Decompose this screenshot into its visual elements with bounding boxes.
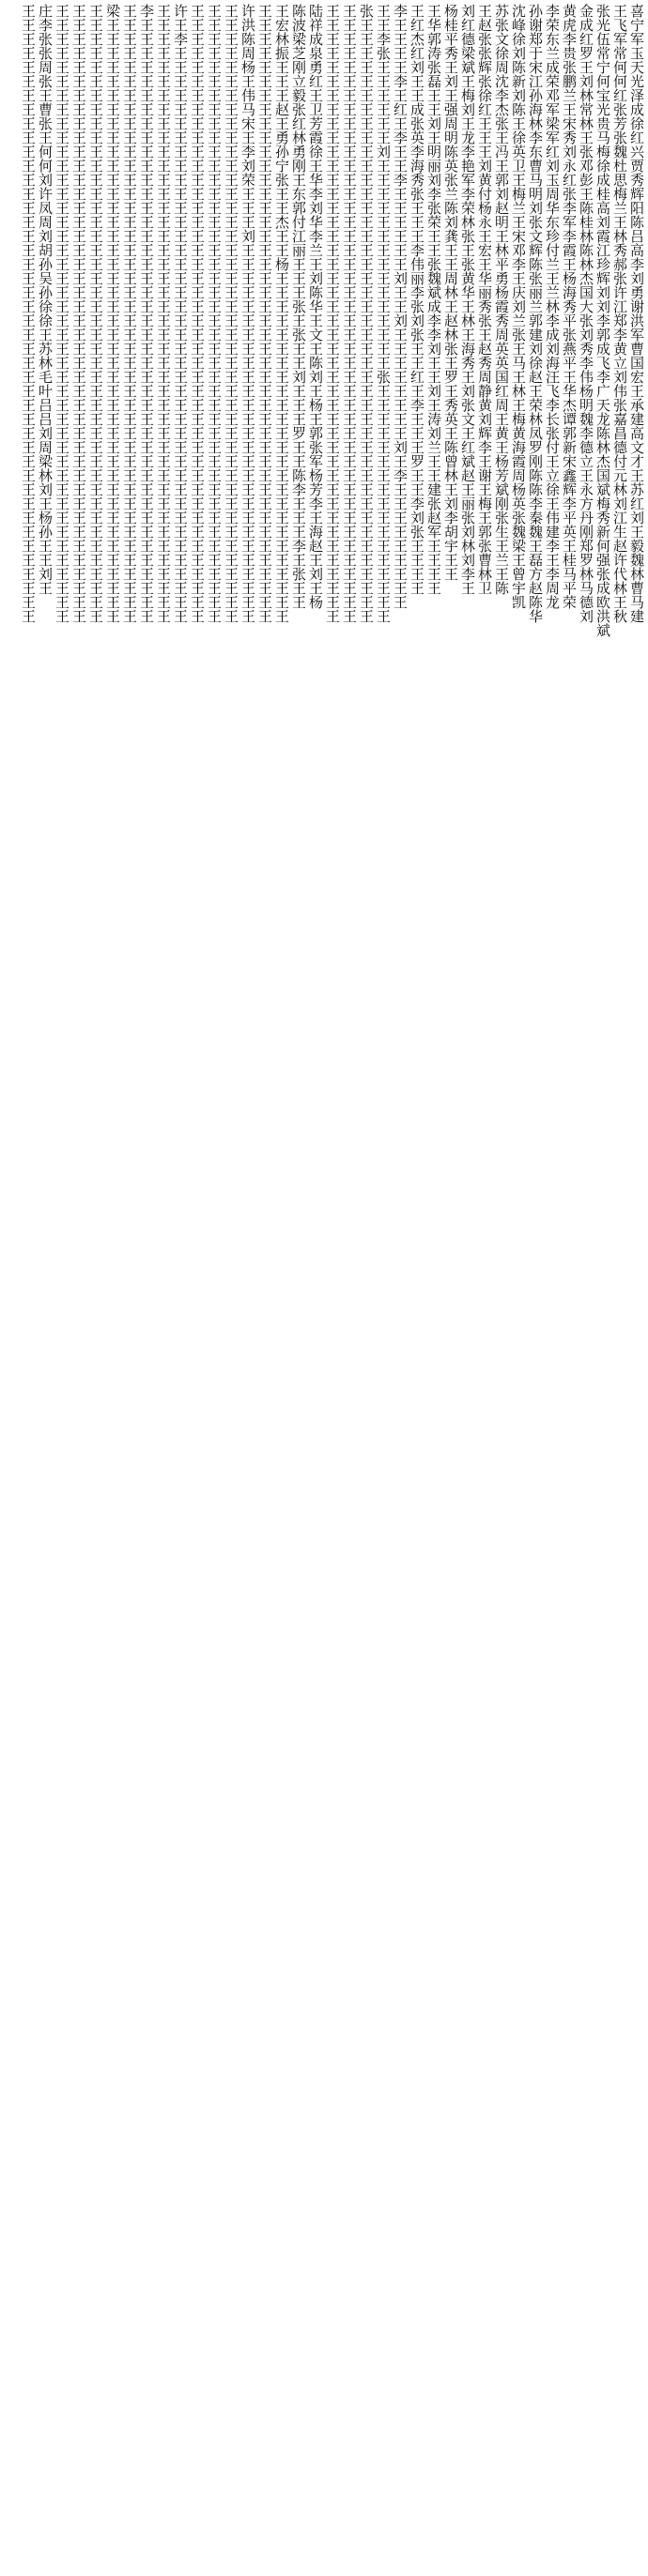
text-column: 许王李王王王王王王王王王王王王王王王王王王王王王王王王王王王王王王王王王王王王王王王王王 — [172, 4, 189, 623]
text-column: 王红杰红刘王王成张英李海秀张王王王李伟丽李张刘张王王红王李王王王罗王王李刘张王王王王 — [409, 4, 425, 595]
text-column: 李王王王王王王王王王王王王王王王王王王王王王王王王王王王王王王王王王王王王王王王王王王王 — [138, 4, 155, 623]
text-column: 李王王王王李王红王李王王李王王王王王王刘王王刘王王王王王王王王刘王李王王王王王王王王王 — [392, 4, 409, 609]
text-column: 王王王王王王王王王王王王王王王王王王王王王王王王王王王王王王王王王王王王王王王王王王王王 — [324, 4, 341, 623]
text-column: 孙谢郑于宋江孙海林李东曹马明刘张文辉陈张丽兰郭建刘徐赵王荣林凤罗刚陈陈李秦魏王磊方赵陈华 — [527, 4, 544, 623]
text-column: 张光伍常宁何宝光贵马梅徐成桂高刘霞江珍辉刘刘李郭成飞李广天龙陈林杰国斌梅秀新何强张成欧洪斌 — [594, 4, 611, 637]
text-column: 杨桂平秀王刘王强周明陈英张兰陈刘龚王王周林王赵林张王罗王秀英王陈曾林王刘李胡宇王王 — [442, 4, 459, 581]
text-column: 王赵张张辉张徐红王王王刘黄付杨永王宏王华丽秀张王赵秀周静黄刘辉李王谢王梅王郭张曹林卫 — [476, 4, 493, 595]
text-column: 王王王王王王王王王王王王王王王王王王王王王王王王王王王王王王王王王王王王王王王王王王王王 — [341, 4, 358, 623]
text-column: 王王王王王王王王王王王王王王王王王王王王王王王王王王王王王王王王王王王王王王王王王王王王 — [121, 4, 138, 623]
text-column: 王王王王王王王王王王王王王王王王王王王王王王王王王王王王王王王王王王王王王王王王王王王王 — [70, 4, 87, 623]
text-column: 王宏林振王王王赵王勇孙宁张王王杰王王杨王王王王王王王王王王王王王王王王王王王王王王王王王 — [273, 4, 290, 623]
text-column: 陈波梁芝刚立毅张红林勇刚王东郭付江丽王王王张王张王王刘王王王罗王王陈李王王王李王张王王 — [290, 4, 307, 609]
text-column: 王王王王王王王王王王王王王王王王王王王王王王王王王王王王王王王王王王王王王王王王王王王王 — [189, 4, 206, 623]
text-column: 王王王王王王王王王王王王王王王王王王王王王王王王王王王王王王王王王王王王王王王王王王王王 — [256, 4, 273, 623]
text-column: 王王王王王王王王王王王王王王王王王王王王王王王王王王王王王王王王王王王王王王王王王王王王 — [223, 4, 239, 623]
text-column: 庄李张张周张王曹张王何何刘许凤周刘胡孙吴孙徐徐王苏林毛叶吕吕刘周梁林刘王杨孙王王刘王 — [37, 4, 54, 595]
text-column: 许洪陈周杨王伟马宋王李刘荣王王王刘王王王王王王王王王王王王王王王王王王王王王王王王王王王 — [239, 4, 256, 623]
text-column: 王王王王王王王王王王王王王王王王王王王王王王王王王王王王王王王王王王王王王王王王王王王王 — [54, 4, 70, 623]
text-column: 王王李张王王王王王王刘王王王王王王王王王王王王王王王张王王王王王王王王王王王王王王王王王 — [375, 4, 392, 623]
text-column: 陆祥成泉勇红王卫芳霞徐王华李刘华李兰王刘陈华王文王陈刘王杨王郭张军杨芳李王海赵王刘王杨 — [307, 4, 324, 609]
text-column: 金成红罗王刘林常林王张邓彭王陈桂林陈林杰国大张刘秀李伟杨明魏李德立王永方丹刚郑罗林马德刘 — [578, 4, 594, 623]
text-column: 王飞军常何何红张芳张魏杜思梅兰王林秀郝张许江郑李黄立刘伟张嘉昌德付元林刘江生赵许代林王秋 — [611, 4, 628, 623]
text-column: 王王王王王王王王王王王王王王王王王王王王王王王王王王王王王王王王王王王王王王王王王王王王 — [87, 4, 104, 623]
text-column: 李荣东兰成荣邓军梁军红刘玉周华东珍付兰王兰林李成刘海汪飞李长张付王立徐王伟建李王李周龙 — [544, 4, 561, 609]
text-column: 苏张文徐周沈李杰张王冯王郭刘赵明王林平勇杨霞秀周英英国红周王黄王杨芳斌刚张生王兰王陈 — [493, 4, 510, 595]
text-column: 王王王王王王王王王王王王王王王王王王王王王王王王王王王王王王王王王王王王王王王王王王王王 — [155, 4, 172, 623]
text-column: 刘红德梁斌王梅刘王龙李艳军李荣林张王张黄华王林王海秀王刘张文王红斌赵王丽张刘林刘李王 — [459, 4, 476, 595]
text-column: 梁王王王王王王王王王王王王王王王王王王王王王王王王王王王王王王王王王王王王王王王王王王王 — [104, 4, 121, 623]
text-column: 张王王王王王王王王王王王王王王王王王王王王王王王王王王王王王王王王王王王王王王王王王王王 — [358, 4, 375, 623]
text-column: 王王王王王王王王王王王王王王王王王王王王王王王王王王王王王王王王王王王王王王王王王王王王 — [20, 4, 37, 623]
text-column: 王华郭涛张磊王王刘王明丽刘李张荣王王张魏斌成李李刘王王刘王涛刘兰王王建张赵军王王王王 — [425, 4, 442, 595]
vertical-name-columns — [21, 4, 644, 2572]
text-column: 黄虎李贵张鹏兰王宋秀刘永红张李军李霞王杨海秀平张燕平王华杰谭郭新宋鑫辉李平英王桂马平荣 — [561, 4, 578, 609]
text-column: 喜宁军玉天光泽成徐红兴贾秀辉阳陈吕高李刘勇谢洪军曹国宏王承建高文才王苏红刘王毅魏林曹马建 — [628, 4, 645, 623]
text-column: 沈峰徐刘陈新刘陈王徐英卫王梅兰王宋邓李王庆刘兰张王马王林王梅黄海霞周杨英张魏梁王曾宇凯 — [510, 4, 527, 609]
text-column: 王王王王王王王王王王王王王王王王王王王王王王王王王王王王王王王王王王王王王王王王王王王王 — [206, 4, 223, 623]
